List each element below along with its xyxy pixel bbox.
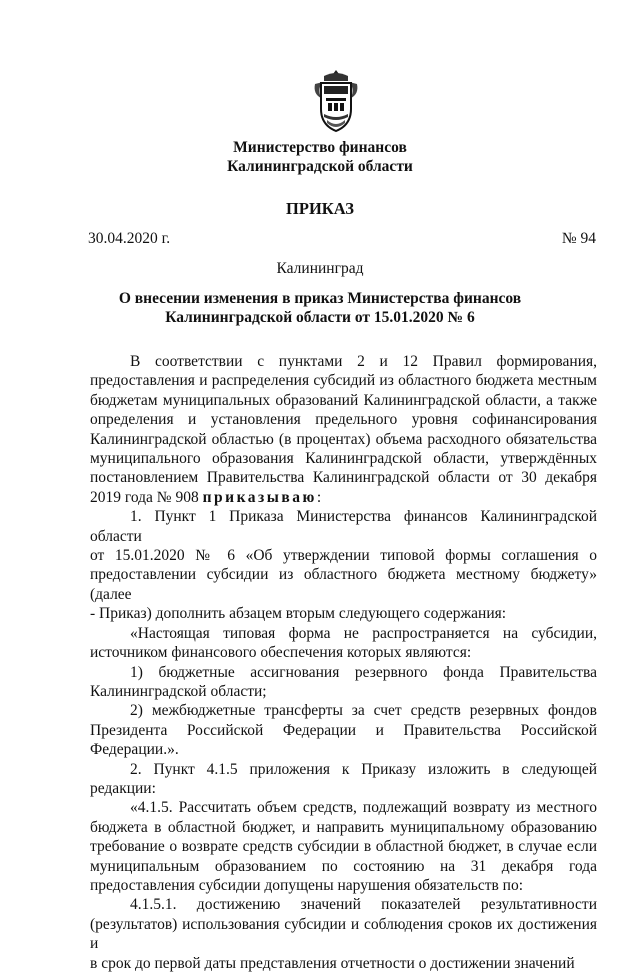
body-paragraph <box>90 798 597 895</box>
body-line: Президента Российской Федерации и Правительства Российской <box>90 721 597 739</box>
subject-line1: О внесении изменения в приказ Министерства финансов <box>118 290 522 307</box>
coat-of-arms-emblem <box>312 68 360 136</box>
body-line: «Настоящая типовая форма не распространяется на субсидии, <box>130 624 597 642</box>
preamble-tail: 2019 года № 908 <box>90 488 199 506</box>
preamble-line: Калининградской областью (в процентах) объема расходного обязательства <box>90 430 597 448</box>
body-line: 2. Пункт 4.1.5 приложения к Приказу изложить в следующей редакции: <box>90 760 597 797</box>
body-line: - Приказ) дополнить абзацем вторым следующего содержания: <box>90 605 507 623</box>
preamble-line: бюджетам муниципальных образований Калининградской области, а также <box>90 391 597 409</box>
preamble-line: В соответствии с пунктами 2 и 12 Правил формирования, <box>130 353 597 370</box>
body-line: 1. Пункт 1 Приказа Министерства финансов Калининградской области <box>90 508 597 545</box>
body-paragraph <box>90 507 597 623</box>
document-type-title: ПРИКАЗ <box>286 199 354 218</box>
body-line: (результатов) использования субсидии и соблюдения сроков их достижения и <box>90 915 597 953</box>
body-line: в срок до первой даты представления отчетности о достижении значений <box>90 954 575 972</box>
subject-line2: Калининградской области от 15.01.2020 № 6 <box>165 309 475 326</box>
body-line: предоставлении субсидии из областного бюджета местному бюджету» (далее <box>90 566 597 603</box>
body-paragraph <box>90 663 597 702</box>
preamble-line-final <box>90 488 597 507</box>
preamble-line: определения и установления предельного уровня софинансирования <box>90 411 597 429</box>
body-line: источником финансового обеспечения которых являются: <box>90 644 472 662</box>
body-line: бюджета в областной бюджет, и направить муниципальному образованию <box>90 818 597 836</box>
body-line: муниципальным образованием по состоянию на 31 декабря года <box>90 857 597 875</box>
body-paragraph <box>90 701 597 759</box>
document-number: № 94 <box>561 230 596 247</box>
body-paragraph <box>90 760 597 799</box>
body-line: Калининградской области; <box>90 682 267 700</box>
body-paragraph <box>90 895 597 973</box>
body-line: 1) бюджетные ассигнования резервного фонда Правительства <box>130 663 597 681</box>
body-line: «4.1.5. Рассчитать объем средств, подлежащий возврату из местного <box>130 799 597 817</box>
ministry-name-line1: Министерство финансов <box>233 139 407 156</box>
body-line: требование о возврате средств субсидии в областной бюджет, в случае если <box>90 838 597 856</box>
document-body <box>90 352 597 973</box>
body-line: 4.1.5.1. достижению значений показателей результативности <box>130 896 597 914</box>
preamble-paragraph <box>90 352 597 507</box>
order-paragraphs <box>90 507 597 973</box>
ministry-name-line2: Калининградской области <box>227 158 413 175</box>
body-line: 2) межбюджетные трансферты за счет средств резервных фондов <box>130 702 597 720</box>
order-word: приказываю <box>202 488 317 506</box>
preamble-line: предоставления и распределения субсидий из областного бюджета местным <box>90 372 597 390</box>
body-line: от 15.01.2020 № 6 «Об утверждении типовой формы соглашения о <box>90 547 597 565</box>
body-line: Федерации.». <box>90 741 179 759</box>
preamble-line: постановлением Правительства Калининградской области от 30 декабря <box>90 469 597 487</box>
body-paragraph <box>90 624 597 663</box>
preamble-line: муниципального образования Калининградской области, утверждённых <box>90 450 597 468</box>
document-date: 30.04.2020 г. <box>88 230 171 247</box>
body-line: предоставления субсидии допущены нарушения обязательств по: <box>90 876 524 894</box>
order-colon: : <box>316 488 322 506</box>
document-city: Калининград <box>276 260 364 277</box>
